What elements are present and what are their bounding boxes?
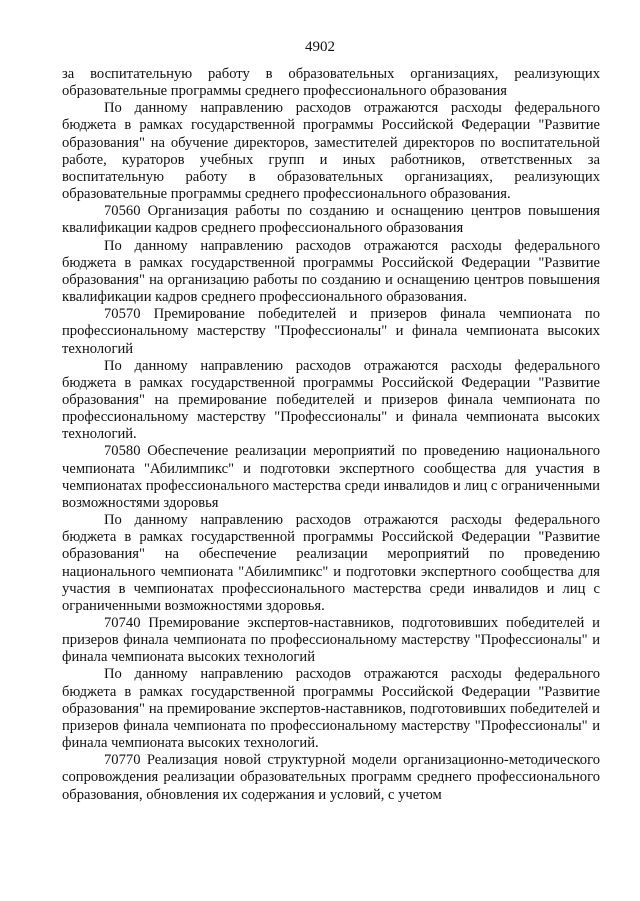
page-number: 4902 [305, 39, 335, 55]
paragraph: По данному направлению расходов отражаются расходы федерального бюджета в рамках государственной программы Российской Федерации "Развитие образования" на организацию работы по созданию и оснащению центров повышения квалификации кадров среднего профессионального образования. [62, 237, 600, 306]
expense-code-heading: 70580 Обеспечение реализации мероприятий по проведению национального чемпионата "Абилимпикс" и подготовки экспертного сообщества для участия в чемпионатах профессионального мастерства среди инвалидов и лиц с ограниченными возможностями здоровья [62, 443, 600, 511]
expense-code-heading: 70740 Премирование экспертов-наставников, подготовивших победителей и призеров финала чемпионата по профессиональному мастерству "Профессионалы" и финала чемпионата высоких технологий [62, 615, 600, 666]
expense-code-heading: 70560 Организация работы по созданию и оснащению центров повышения квалификации кадров среднего профессионального образования [62, 203, 600, 237]
paragraph: По данному направлению расходов отражаются расходы федерального бюджета в рамках государственной программы Российской Федерации "Развитие образования" на обучение директоров, заместителей директоров по воспитательной работе, кураторов учебных групп и иных работников, ответственных за воспитательную работу в образовательных организациях, реализующих образовательные программы среднего профессионального образования. [62, 100, 600, 203]
expense-code-heading: 70570 Премирование победителей и призеров финала чемпионата по профессиональному мастерству "Профессионалы" и финала чемпионата высоких технологий [62, 306, 600, 357]
expense-code-heading: 70770 Реализация новой структурной модели организационно-методического сопровождения реализации образовательных программ среднего профессионального образования, обновления их содержания и условий, с учетом [62, 752, 600, 803]
document-body [62, 66, 600, 804]
paragraph-continuation: за воспитательную работу в образовательных организациях, реализующих образовательные программы среднего профессионального образования [62, 66, 600, 100]
paragraph: По данному направлению расходов отражаются расходы федерального бюджета в рамках государственной программы Российской Федерации "Развитие образования" на премирование победителей и призеров финала чемпионата по профессиональному мастерству "Профессионалы" и финала чемпионата высоких технологий. [62, 357, 600, 443]
paragraph: По данному направлению расходов отражаются расходы федерального бюджета в рамках государственной программы Российской Федерации "Развитие образования" на премирование экспертов-наставников, подготовивших победителей и призеров финала чемпионата по профессиональному мастерству "Профессионалы" и финала чемпионата высоких технологий. [62, 666, 600, 752]
paragraph: По данному направлению расходов отражаются расходы федерального бюджета в рамках государственной программы Российской Федерации "Развитие образования" на обеспечение реализации мероприятий по проведению национального чемпионата "Абилимпикс" и подготовки экспертного сообщества для участия в чемпионатах профессионального мастерства среди инвалидов и лиц с ограниченными возможностями здоровья. [62, 512, 600, 614]
